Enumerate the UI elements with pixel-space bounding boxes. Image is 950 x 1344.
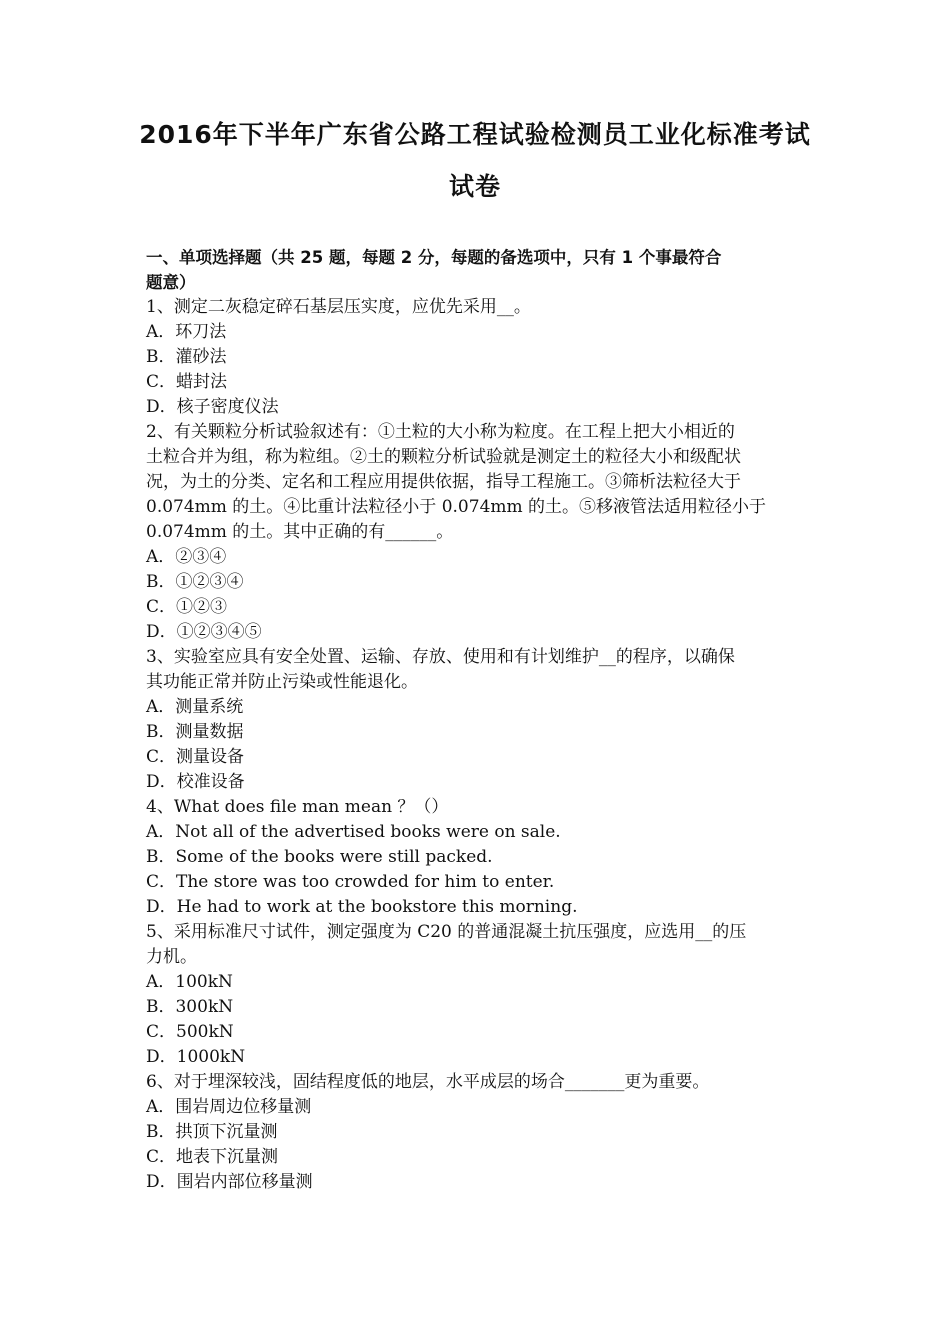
answer-option: C．The store was too crowded for him to enter. (146, 872, 555, 892)
question-3 (146, 645, 816, 795)
question-text-line: 力机。 (146, 947, 197, 967)
answer-option: A．Not all of the advertised books were on sale. (146, 822, 561, 842)
answer-option: A．②③④ (146, 547, 227, 567)
answer-option: A．环刀法 (146, 322, 227, 342)
answer-option: C．测量设备 (146, 747, 245, 767)
answer-option: A．围岩周边位移量测 (146, 1097, 312, 1117)
answer-option: B．灌砂法 (146, 347, 227, 367)
question-text-line: 0.074mm 的土。其中正确的有______。 (146, 522, 454, 542)
question-5 (146, 920, 816, 1070)
answer-option: D．1000kN (146, 1047, 246, 1067)
question-text-line: 4、What does file man mean ？（） (146, 797, 449, 817)
answer-option: C．①②③ (146, 597, 228, 617)
answer-option: A．测量系统 (146, 697, 244, 717)
answer-option: D．①②③④⑤ (146, 622, 262, 642)
answer-option: D．校准设备 (146, 772, 245, 792)
answer-option: D．He had to work at the bookstore this morning. (146, 897, 578, 917)
answer-option: A．100kN (146, 972, 233, 992)
answer-option: C．地表下沉量测 (146, 1147, 279, 1167)
question-text-line: 1、测定二灰稳定碎石基层压实度，应优先采用__。 (146, 297, 531, 317)
question-4 (146, 795, 816, 920)
answer-option: B．Some of the books were still packed. (146, 847, 493, 867)
question-text-line: 6、对于埋深较浅，固结程度低的地层，水平成层的场合_______更为重要。 (146, 1072, 710, 1092)
answer-option: B．300kN (146, 997, 234, 1017)
question-text-line: 0.074mm 的土。④比重计法粒径小于 0.074mm 的土。⑤移液管法适用粒径小于 (146, 497, 767, 517)
question-1 (146, 295, 816, 420)
question-text-line: 3、实验室应具有安全处置、运输、存放、使用和有计划维护__的程序，以确保 (146, 647, 735, 667)
section-heading-line-2: 题意） (146, 273, 196, 292)
answer-option: B．①②③④ (146, 572, 244, 592)
section-heading-line-1: 一、单项选择题（共 25 题，每题 2 分，每题的备选项中，只有 1 个事最符合 (146, 248, 722, 267)
answer-option: B．拱顶下沉量测 (146, 1122, 278, 1142)
document-title-line-1: 2016年下半年广东省公路工程试验检测员工业化标准考试 (139, 120, 811, 149)
question-text-line: 况，为土的分类、定名和工程应用提供依据，指导工程施工。③筛析法粒径大于 (146, 472, 741, 492)
document-body (146, 245, 816, 1195)
answer-option: D．围岩内部位移量测 (146, 1172, 313, 1192)
question-text-line: 2、有关颗粒分析试验叙述有：①土粒的大小称为粒度。在工程上把大小相近的 (146, 422, 735, 442)
question-text-line: 土粒合并为组，称为粒组。②土的颗粒分析试验就是测定土的粒径大小和级配状 (146, 447, 741, 467)
question-text-line: 其功能正常并防止污染或性能退化。 (146, 672, 418, 692)
answer-option: C．蜡封法 (146, 372, 228, 392)
answer-option: B．测量数据 (146, 722, 244, 742)
answer-option: C．500kN (146, 1022, 234, 1042)
answer-option: D．核子密度仪法 (146, 397, 279, 417)
question-6 (146, 1070, 816, 1195)
question-text-line: 5、采用标准尺寸试件，测定强度为 C20 的普通混凝土抗压强度，应选用__的压 (146, 922, 747, 942)
question-2 (146, 420, 816, 645)
document-title-line-2: 试卷 (448, 172, 501, 201)
